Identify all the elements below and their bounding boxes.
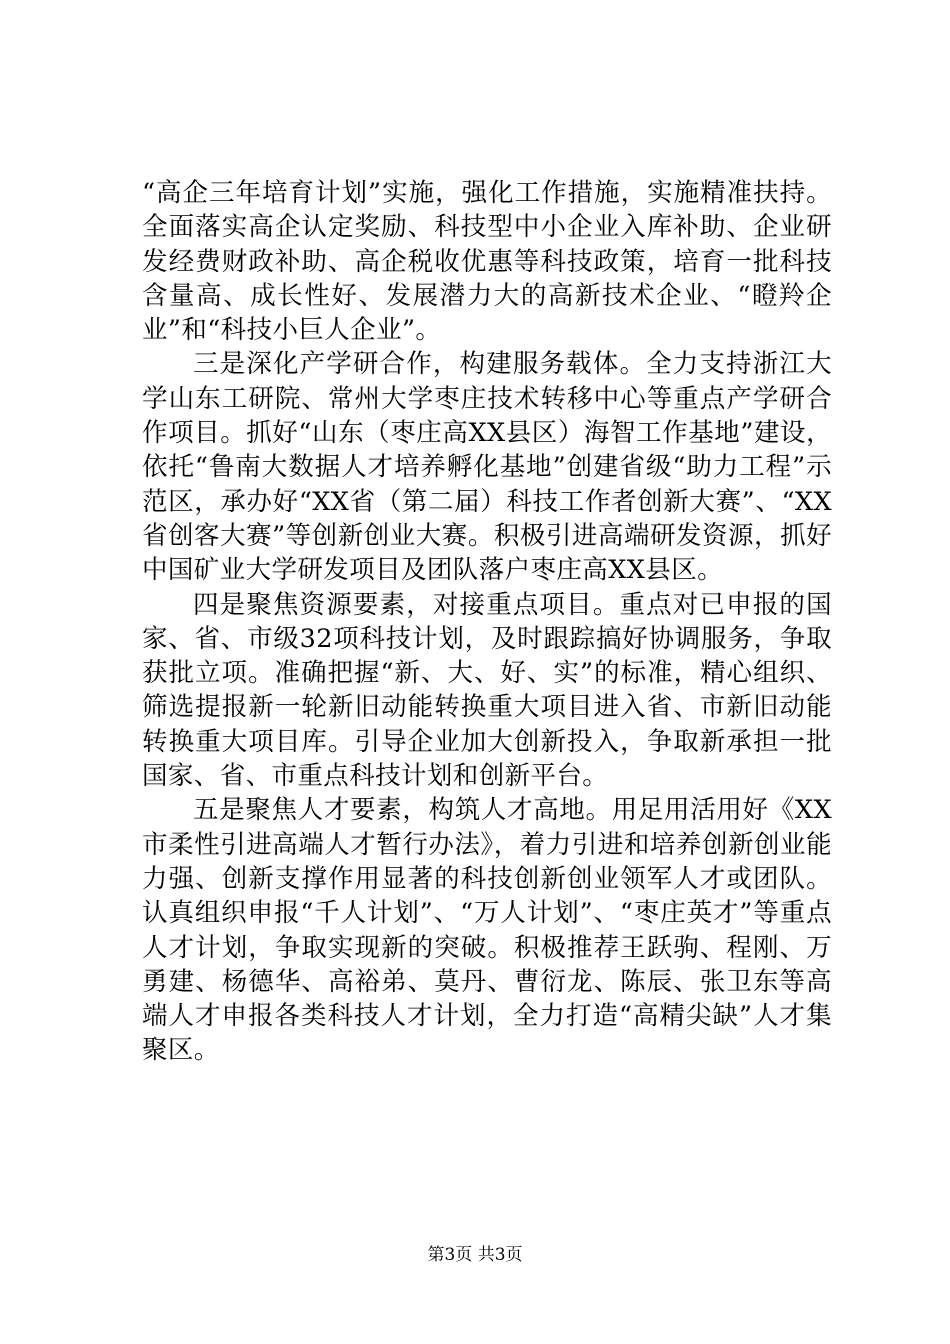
paragraph-three: 三是深化产学研合作，构建服务载体。全力支持浙江大学山东工研院、常州大学枣庄技术转移中心等重点产学研合作项目。抓好“山东（枣庄高XX县区）海智工作基地”建设，依托“鲁南大数据人才培养孵化基地”创建省级“助力工程”示范区，承办好“XX省（第二届）科技工作者创新大赛”、“XX省创客大赛”等创新创业大赛。积极引进高端研发资源，抓好中国矿业大学研发项目及团队落户枣庄高XX县区。: [142, 349, 832, 586]
paragraph-continuation: “高企三年培育计划”实施，强化工作措施，实施精准扶持。全面落实高企认定奖励、科技型中小企业入库补助、企业研发经费财政补助、高企税收优惠等科技政策，培育一批科技含量高、成长性好、发展潜力大的高新技术企业、“瞪羚企业”和“科技小巨人企业”。: [142, 178, 832, 346]
paragraph-five: 五是聚焦人才要素，构筑人才高地。用足用活用好《XX市柔性引进高端人才暂行办法》，着力引进和培养创新创业能力强、创新支撑作用显著的科技创新创业领军人才或团队。认真组织申报“千人计划”、“万人计划”、“枣庄英才”等重点人才计划，争取实现新的突破。积极推荐王跃驹、程刚、万勇建、杨德华、高裕弟、莫丹、曹衍龙、陈辰、张卫东等高端人才申报各类科技人才计划，全力打造“高精尖缺”人才集聚区。: [142, 795, 832, 1066]
page-number-footer: 第3页 共3页: [427, 1245, 523, 1265]
document-body: [142, 176, 832, 1068]
paragraph-four: 四是聚焦资源要素，对接重点项目。重点对已申报的国家、省、市级32项科技计划，及时跟踪搞好协调服务，争取获批立项。准确把握“新、大、好、实”的标准，精心组织、筛选提报新一轮新旧动能转换重大项目进入省、市新旧动能转换重大项目库。引导企业加大创新投入，争取新承担一批国家、省、市重点科技计划和创新平台。: [142, 589, 832, 792]
